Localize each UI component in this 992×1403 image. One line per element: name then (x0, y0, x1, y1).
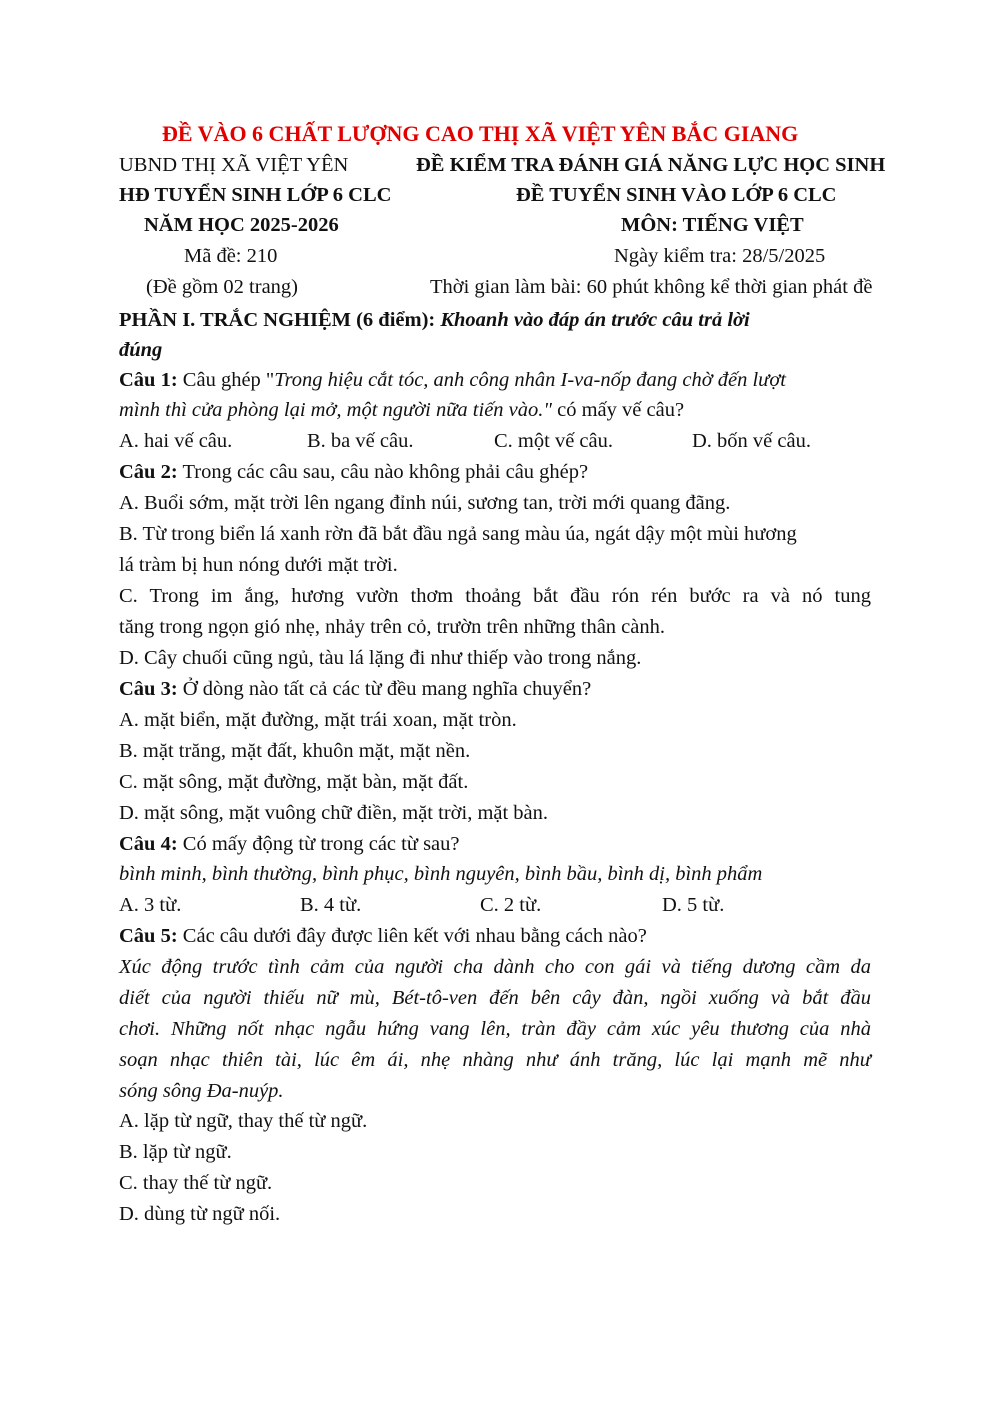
q2-option-c-2: tăng trong ngọn gió nhẹ, nhảy trên cỏ, trườn trên những thân cành. (119, 616, 666, 638)
header-left-5: (Đề gồm 02 trang) (146, 276, 298, 298)
header-right-4: Ngày kiểm tra: 28/5/2025 (614, 245, 826, 267)
q2-option-b-2: lá tràm bị hun nóng dưới mặt trời. (119, 554, 398, 576)
q1-pre: Câu ghép " (182, 369, 275, 391)
q5-label: Câu 5: (119, 925, 178, 947)
header-right-2: ĐỀ TUYỂN SINH VÀO LỚP 6 CLC (516, 184, 837, 206)
q1-option-b[interactable]: B. ba vế câu. (307, 430, 414, 452)
q3-text: Ở dòng nào tất cả các từ đều mang nghĩa chuyển? (182, 678, 592, 700)
document-title: ĐỀ VÀO 6 CHẤT LƯỢNG CAO THỊ XÃ VIỆT YÊN BẮC GIANG (162, 121, 799, 146)
q3-label: Câu 3: (119, 678, 178, 700)
q4-option-d[interactable]: D. 5 từ. (662, 894, 725, 916)
q5-passage-4: soạn nhạc thiên tài, lúc êm ái, nhẹ nhàng như ánh trăng, lúc lại mạnh mẽ như (119, 1049, 871, 1071)
q2-option-a[interactable]: A. Buổi sớm, mặt trời lên ngang đỉnh núi, sương tan, trời mới quang đãng. (119, 492, 731, 514)
section-instruction: Khoanh vào đáp án trước câu trả lời (440, 309, 750, 331)
header-right-5: Thời gian làm bài: 60 phút không kể thời gian phát đề (430, 276, 873, 298)
q1-quote-1: Trong hiệu cắt tóc, anh công nhân I-va-nốp đang chờ đến lượt (274, 369, 786, 391)
section-instruction-cont: đúng (119, 339, 163, 361)
q1-option-a[interactable]: A. hai vế câu. (119, 430, 233, 452)
q5-passage-5: sóng sông Đa-nuýp. (119, 1080, 284, 1102)
q1-option-c[interactable]: C. một vế câu. (494, 430, 613, 452)
q3-line (119, 676, 591, 702)
header-left-2: HĐ TUYỂN SINH LỚP 6 CLC (119, 184, 392, 206)
q2-line (119, 459, 588, 485)
q5-text: Các câu dưới đây được liên kết với nhau bằng cách nào? (182, 925, 647, 947)
q3-option-c[interactable]: C. mặt sông, mặt đường, mặt bàn, mặt đất. (119, 771, 469, 793)
q1-label: Câu 1: (119, 369, 178, 391)
q5-passage-2: diết của người thiếu nữ mù, Bét-tô-ven đến bên cây đàn, ngồi xuống và bắt đầu (119, 987, 871, 1009)
q5-option-d[interactable]: D. dùng từ ngữ nối. (119, 1203, 281, 1225)
q5-line (119, 923, 647, 949)
q2-option-d[interactable]: D. Cây chuối cũng ngủ, tàu lá lặng đi như thiếp vào trong nắng. (119, 647, 642, 669)
q3-option-a[interactable]: A. mặt biển, mặt đường, mặt trái xoan, mặt tròn. (119, 709, 517, 731)
q5-option-a[interactable]: A. lặp từ ngữ, thay thế từ ngữ. (119, 1110, 368, 1132)
q4-option-a[interactable]: A. 3 từ. (119, 894, 182, 916)
q4-label: Câu 4: (119, 833, 178, 855)
q4-text: Có mấy động từ trong các từ sau? (182, 833, 460, 855)
q1-quote-2: mình thì cửa phòng lại mở, một người nữa tiến vào." (119, 399, 553, 421)
q5-passage-1: Xúc động trước tình cảm của người cha dành cho con gái và tiếng dương cầm da (119, 956, 871, 978)
section-heading (119, 307, 750, 333)
q2-option-c-1[interactable]: C. Trong im ắng, hương vườn thơm thoảng bắt đầu rón rén bước ra và nó tung (119, 585, 871, 607)
q4-word-list: bình minh, bình thường, bình phục, bình nguyên, bình bầu, bình dị, bình phẩm (119, 863, 763, 885)
q4-line (119, 831, 460, 857)
q2-text: Trong các câu sau, câu nào không phải câu ghép? (182, 461, 589, 483)
q3-option-d[interactable]: D. mặt sông, mặt vuông chữ điền, mặt trời, mặt bàn. (119, 802, 549, 824)
header-left-4: Mã đề: 210 (184, 245, 278, 267)
q4-option-b[interactable]: B. 4 từ. (300, 894, 362, 916)
section-title: PHẦN I. TRẮC NGHIỆM (6 điểm): (119, 309, 436, 331)
q5-option-b[interactable]: B. lặp từ ngữ. (119, 1141, 232, 1163)
header-left-1: UBND THỊ XÃ VIỆT YÊN (119, 154, 349, 176)
q3-option-b[interactable]: B. mặt trăng, mặt đất, khuôn mặt, mặt nền. (119, 740, 471, 762)
q5-option-c[interactable]: C. thay thế từ ngữ. (119, 1172, 273, 1194)
q5-passage-3: chơi. Những nốt nhạc ngẫu hứng vang lên, tràn đầy cảm xúc yêu thương của nhà (119, 1018, 871, 1040)
q2-label: Câu 2: (119, 461, 178, 483)
header-right-3: MÔN: TIẾNG VIỆT (621, 214, 804, 236)
q2-option-b-1[interactable]: B. Từ trong biển lá xanh rờn đã bắt đầu ngả sang màu úa, ngát dậy một mùi hương (119, 523, 797, 545)
q1-line-1 (119, 367, 786, 393)
header-right-1: ĐỀ KIỂM TRA ĐÁNH GIÁ NĂNG LỰC HỌC SINH (416, 154, 886, 176)
header-left-3: NĂM HỌC 2025-2026 (144, 214, 339, 236)
q1-post: có mấy vế câu? (552, 399, 685, 421)
q1-line-2 (119, 397, 684, 423)
q4-option-c[interactable]: C. 2 từ. (480, 894, 542, 916)
q1-option-d[interactable]: D. bốn vế câu. (692, 430, 811, 452)
